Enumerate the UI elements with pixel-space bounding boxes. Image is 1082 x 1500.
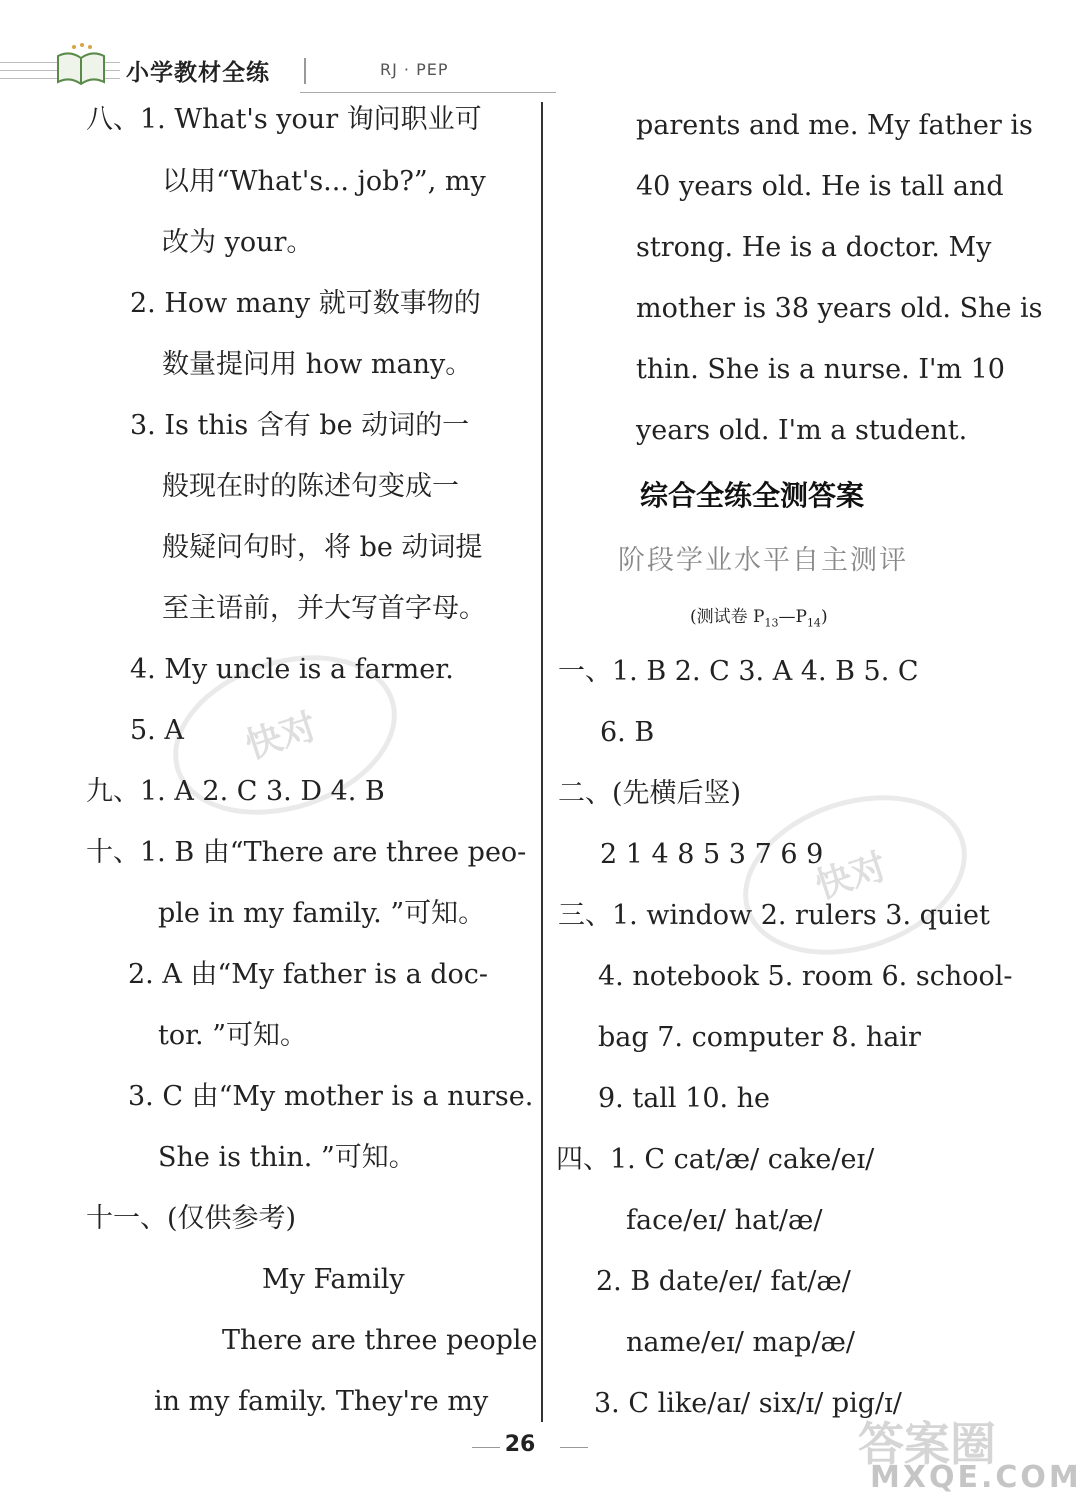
- answer-line: 八、1. What's your 询问职业可: [86, 104, 482, 135]
- answer-line: 9. tall 10. he: [598, 1083, 771, 1114]
- answer-line: 四、1. C cat/æ/ cake/eɪ/: [556, 1144, 875, 1175]
- section-subtitle: 阶段学业水平自主测评: [618, 545, 908, 576]
- answer-line: She is thin. ”可知。: [158, 1142, 416, 1173]
- essay-line: thin. She is a nurse. I'm 10: [636, 354, 1005, 385]
- answer-line: 数量提问用 how many。: [162, 349, 473, 380]
- page-number: 26: [504, 1432, 536, 1457]
- answer-line: 至主语前，并大写首字母。: [162, 593, 486, 624]
- site-watermark-text: MXQE.COM: [870, 1460, 1082, 1495]
- answer-line: 4. notebook 5. room 6. school-: [598, 961, 1013, 992]
- answer-line: 6. B: [600, 717, 655, 748]
- answer-line: tor. ”可知。: [158, 1020, 308, 1051]
- answer-line: 十一、(仅供参考): [86, 1203, 297, 1234]
- note-mid: —P: [778, 607, 807, 627]
- answer-line: face/eɪ/ hat/æ/: [626, 1205, 823, 1236]
- answer-line: bag 7. computer 8. hair: [598, 1022, 921, 1053]
- answer-line: 2. B date/eɪ/ fat/æ/: [596, 1266, 851, 1297]
- answer-line: 3. C 由“My mother is a nurse.: [128, 1081, 534, 1112]
- test-page-range: [690, 602, 828, 629]
- answer-line: 4. My uncle is a farmer.: [130, 654, 454, 685]
- answer-line: 三、1. window 2. rulers 3. quiet: [558, 900, 990, 931]
- essay-line: strong. He is a doctor. My: [636, 232, 992, 263]
- answer-line: 2 1 4 8 5 3 7 6 9: [600, 839, 824, 870]
- essay-line: in my family. They're my: [154, 1386, 489, 1417]
- edition-label: RJ · PEP: [380, 60, 449, 79]
- answer-line: 一、1. B 2. C 3. A 4. B 5. C: [558, 656, 919, 687]
- answer-line: 九、1. A 2. C 3. D 4. B: [86, 776, 385, 807]
- header-separator: [304, 58, 306, 84]
- answer-line: 十、1. B 由“There are three peo-: [86, 837, 527, 868]
- essay-line: There are three people: [222, 1325, 538, 1356]
- note-sub: 13: [764, 616, 779, 630]
- answer-line: 以用“What's... job?”, my: [162, 166, 486, 197]
- answer-line: 2. How many 就可数事物的: [130, 288, 481, 319]
- stamp-text: 快对: [240, 706, 322, 768]
- answer-line: 改为 your。: [162, 227, 314, 258]
- answer-line: 二、(先横后竖): [558, 778, 742, 809]
- essay-line: mother is 38 years old. She is: [636, 293, 1043, 324]
- note-prefix: (测试卷 P: [690, 607, 765, 627]
- open-book-icon: [54, 42, 108, 86]
- header-underline: [300, 92, 556, 93]
- essay-line: years old. I'm a student.: [636, 415, 968, 446]
- answer-line: 3. C like/aɪ/ six/ɪ/ pig/ɪ/: [594, 1388, 902, 1419]
- column-divider: [541, 102, 543, 1422]
- essay-line: parents and me. My father is: [636, 110, 1033, 141]
- answer-line: 3. Is this 含有 be 动词的一: [130, 410, 470, 441]
- answer-line: 5. A: [130, 715, 184, 746]
- section-title: 综合全练全测答案: [640, 479, 865, 512]
- footer-dash: [560, 1447, 588, 1448]
- answer-line: 2. A 由“My father is a doc-: [128, 959, 489, 990]
- stamp-text: 快对: [810, 846, 892, 908]
- essay-title: My Family: [262, 1264, 405, 1295]
- answer-line: 般疑问句时，将 be 动词提: [162, 532, 483, 563]
- essay-line: 40 years old. He is tall and: [636, 171, 1004, 202]
- answer-line: ple in my family. ”可知。: [158, 898, 486, 929]
- stamp-watermark: [722, 768, 987, 982]
- answer-line: name/eɪ/ map/æ/: [626, 1327, 856, 1358]
- answer-line: 般现在时的陈述句变成一: [162, 471, 459, 502]
- note-end: ): [820, 607, 828, 627]
- book-series-title: 小学教材全练: [126, 60, 270, 86]
- note-sub: 14: [806, 616, 821, 630]
- site-watermark-logo: 答案圈: [858, 1417, 996, 1471]
